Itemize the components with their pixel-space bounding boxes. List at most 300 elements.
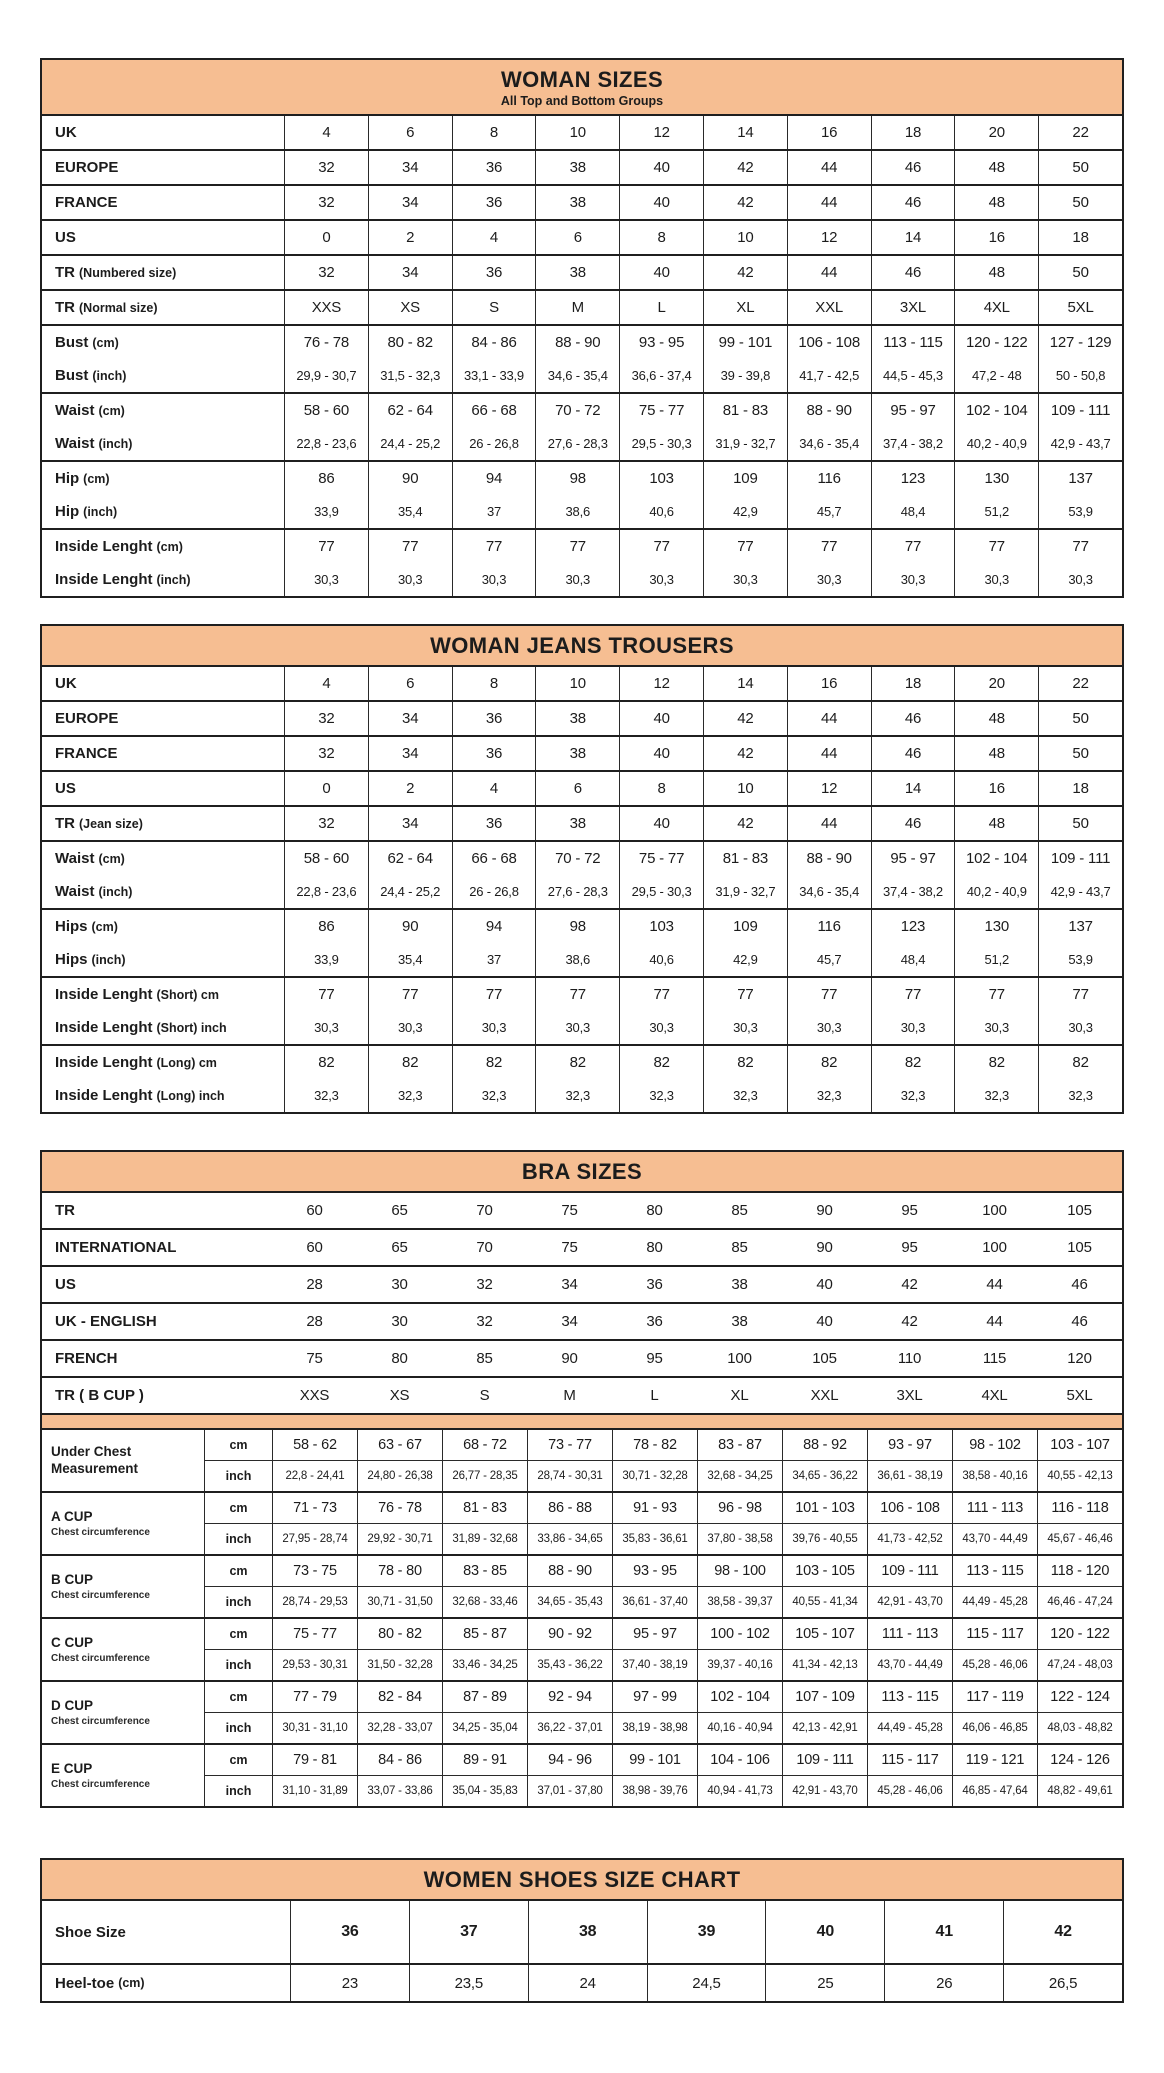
table-cell: 82: [821, 1054, 838, 1071]
table-column: [787, 256, 871, 289]
bra-sizes-header: [42, 1152, 1122, 1193]
table-cell: 35,43 - 36,22: [527, 1650, 612, 1680]
table-cell: 32: [318, 815, 335, 832]
table-cell: 116: [817, 918, 841, 935]
table-row-group: [42, 1339, 1122, 1376]
table-column: [535, 737, 619, 770]
row-label: [42, 667, 284, 700]
table-cell: 44: [821, 194, 838, 211]
row-label: [42, 1230, 272, 1265]
women-shoes-header: [42, 1860, 1122, 1901]
table-column: [1038, 737, 1122, 770]
table-column: [952, 1193, 1037, 1228]
table-cell: 48: [988, 710, 1005, 727]
table-column: [535, 151, 619, 184]
table-cell: 40: [816, 1923, 835, 1940]
table-cell: 34: [402, 159, 419, 176]
table-cell: 90: [816, 1202, 833, 1219]
table-column: [368, 256, 452, 289]
table-column: [272, 1378, 357, 1413]
table-cell: 48: [988, 264, 1005, 281]
table-column: [703, 772, 787, 805]
table-row-group: [42, 1302, 1122, 1339]
table-column: [782, 1267, 867, 1302]
table-cell: 105: [1067, 1239, 1092, 1256]
table-column: [368, 1046, 452, 1112]
table-cell: 80 - 82: [387, 334, 433, 351]
table-cell: 85: [731, 1239, 748, 1256]
cup-name: D CUP: [51, 1698, 94, 1714]
table-cell: 102 - 104: [965, 850, 1028, 867]
table-cell: 34: [561, 1313, 578, 1330]
table-column: [272, 1304, 357, 1339]
table-column: [703, 394, 787, 460]
table-cell: 18: [1072, 229, 1089, 246]
table-cell: 113 - 115: [883, 334, 943, 351]
table-cell: 77: [402, 538, 419, 555]
table-column: [703, 326, 787, 392]
table-cell: 30,31 - 31,10: [272, 1713, 357, 1743]
table-cell: 118 - 120: [1037, 1556, 1122, 1586]
table-cell: 77: [485, 986, 503, 1003]
table-column: [284, 394, 368, 460]
table-cell: 90 - 92: [527, 1619, 612, 1649]
table-cell: 12: [821, 780, 838, 797]
table-column: [1038, 151, 1122, 184]
table-cell: 30,3: [649, 1020, 674, 1035]
table-column: [782, 1341, 867, 1376]
table-cell: 30,3: [649, 572, 674, 587]
table-cell: 109 - 111: [867, 1556, 952, 1586]
table-column: [452, 702, 536, 735]
table-cell: 38: [731, 1313, 748, 1330]
bra-sizes-table: [40, 1150, 1124, 1808]
table-column: [697, 1267, 782, 1302]
unit-label: inch: [204, 1776, 272, 1806]
table-column: [535, 394, 619, 460]
cup-measurements: [204, 1682, 1122, 1743]
table-column: [703, 978, 787, 1044]
table-cell: 95: [901, 1239, 918, 1256]
table-cell: S: [479, 1387, 490, 1404]
women-shoes-body: [42, 1901, 1122, 2001]
table-cell: 10: [737, 780, 754, 797]
table-column: [787, 702, 871, 735]
table-column: [954, 978, 1038, 1044]
woman-jeans-body: [42, 667, 1122, 1112]
table-cell: 4: [489, 780, 499, 797]
table-column: [452, 151, 536, 184]
table-cell: 30,3: [397, 1020, 423, 1035]
table-cell: XS: [389, 1387, 410, 1404]
table-column: [442, 1341, 527, 1376]
table-column: [871, 737, 955, 770]
row-label-text: Bust (inch): [55, 367, 127, 384]
table-cell: 44: [821, 264, 838, 281]
table-cell: 82: [318, 1054, 335, 1071]
table-cell: 4: [322, 675, 331, 692]
table-cell: 113 - 115: [952, 1556, 1037, 1586]
table-cell: 0: [322, 229, 331, 246]
table-cell: 38,19 - 38,98: [612, 1713, 697, 1743]
row-label: [42, 1965, 290, 2001]
table-cell: 22,8 - 23,6: [296, 436, 357, 451]
row-label: [42, 772, 284, 805]
table-cell: 85: [476, 1350, 493, 1367]
cup-measurements: [204, 1745, 1122, 1806]
table-column: [884, 1901, 1003, 1963]
table-cell: 39: [697, 1923, 716, 1940]
table-cell: 38,6: [565, 504, 591, 519]
row-label-text: FRANCE: [55, 745, 118, 762]
table-cell: 4: [489, 229, 499, 246]
table-cell: 70 - 72: [555, 850, 601, 867]
table-column: [703, 116, 787, 149]
table-column: [954, 151, 1038, 184]
table-cell: 77: [821, 986, 838, 1003]
table-cell: 10: [569, 675, 586, 692]
table-cell: 24,5: [692, 1974, 721, 1992]
table-cell: 40: [816, 1313, 833, 1330]
table-column: [703, 291, 787, 324]
table-cell: 90: [561, 1350, 578, 1367]
table-column: [619, 1046, 703, 1112]
table-cell: 4: [322, 124, 331, 141]
table-cell: 30,71 - 32,28: [612, 1461, 697, 1491]
table-cell: 95 - 97: [890, 402, 936, 419]
table-column: [368, 702, 452, 735]
table-cell: 29,53 - 30,31: [272, 1650, 357, 1680]
table-column: [871, 978, 955, 1044]
table-cell: 37,4 - 38,2: [882, 436, 943, 451]
table-cell: 30,3: [816, 1020, 842, 1035]
table-row-group: [42, 1193, 1122, 1228]
table-cell: 137: [1068, 470, 1093, 487]
table-cell: 37,80 - 38,58: [697, 1524, 782, 1554]
unit-label: cm: [204, 1430, 272, 1460]
table-row-group: [42, 149, 1122, 184]
table-column: [787, 116, 871, 149]
table-cell: 32,3: [900, 1088, 926, 1103]
table-cell: 116 - 118: [1037, 1493, 1122, 1523]
cup-measurements: [204, 1556, 1122, 1617]
table-cell: 30,3: [733, 572, 758, 587]
table-column: [368, 186, 452, 219]
table-cell: 42: [737, 159, 754, 176]
table-cell: 120: [1067, 1350, 1092, 1367]
table-cell: 88 - 92: [782, 1430, 867, 1460]
table-cell: 104 - 106: [697, 1745, 782, 1775]
table-cell: 45,28 - 46,06: [867, 1776, 952, 1806]
table-cell: 5XL: [1066, 1387, 1093, 1404]
table-cell: 103: [649, 918, 674, 935]
table-cell: 38: [578, 1923, 597, 1940]
table-cell: 117 - 119: [952, 1682, 1037, 1712]
table-column: [619, 151, 703, 184]
table-column: [952, 1304, 1037, 1339]
table-cell: 45,28 - 46,06: [952, 1650, 1037, 1680]
table-cell: 83 - 85: [442, 1556, 527, 1586]
table-cell: 92 - 94: [527, 1682, 612, 1712]
table-column: [871, 394, 955, 460]
cup-name: B CUP: [51, 1572, 94, 1588]
table-column: [619, 221, 703, 254]
table-cell: 77: [1072, 986, 1089, 1003]
cup-label: [42, 1619, 204, 1680]
table-column: [284, 772, 368, 805]
table-column: [703, 737, 787, 770]
table-column: [284, 186, 368, 219]
table-cell: 44: [986, 1313, 1003, 1330]
table-cell: 42,9 - 43,7: [1050, 884, 1111, 899]
table-cell: 22,8 - 24,41: [272, 1461, 357, 1491]
table-row-group: [42, 528, 1122, 596]
table-cell: 35,83 - 36,61: [612, 1524, 697, 1554]
table-cell: 32,3: [565, 1088, 591, 1103]
table-cell: 42: [737, 745, 754, 762]
table-cell: 109 - 111: [1050, 402, 1111, 419]
table-column: [452, 772, 536, 805]
table-cell: 40,2 - 40,9: [966, 436, 1027, 451]
table-column: [535, 702, 619, 735]
table-column: [697, 1378, 782, 1413]
table-column: [697, 1193, 782, 1228]
row-label-text: EUROPE: [55, 159, 119, 176]
table-cell: 44,49 - 45,28: [867, 1713, 952, 1743]
cup-group: [42, 1680, 1122, 1743]
row-label-note: (cm): [92, 335, 119, 350]
unit-label: inch: [204, 1461, 272, 1491]
table-column: [703, 910, 787, 976]
row-label: [42, 256, 284, 289]
table-cell: 36,6 - 37,4: [631, 368, 692, 383]
table-column: [442, 1193, 527, 1228]
table-cell: 70: [476, 1202, 493, 1219]
table-cell: 46: [1071, 1276, 1088, 1293]
table-cell: 22: [1072, 124, 1089, 141]
table-column: [442, 1304, 527, 1339]
table-column: [871, 326, 955, 392]
row-label-text: TR: [55, 1202, 75, 1219]
table-column: [619, 116, 703, 149]
unit-label: cm: [204, 1619, 272, 1649]
table-cell: 27,6 - 28,3: [547, 884, 608, 899]
table-cell: 18: [1072, 780, 1089, 797]
table-column: [787, 1046, 871, 1112]
table-cell: 77: [988, 538, 1005, 555]
table-column: [1037, 1267, 1122, 1302]
table-column: [619, 667, 703, 700]
table-cell: 34: [402, 264, 419, 281]
table-column: [368, 910, 452, 976]
table-column: [452, 978, 536, 1044]
table-cell: 31,89 - 32,68: [442, 1524, 527, 1554]
table-cell: 40,6: [649, 504, 674, 519]
row-label-note: (Short) cm: [156, 987, 219, 1002]
table-cell: 30,3: [314, 572, 339, 587]
table-cell: 31,5 - 32,3: [380, 368, 441, 383]
cup-label: [42, 1430, 204, 1491]
table-column: [782, 1304, 867, 1339]
table-cell: 38,58 - 40,16: [952, 1461, 1037, 1491]
table-column: [871, 291, 955, 324]
table-cell: 58 - 60: [303, 402, 350, 419]
table-cell: 37,4 - 38,2: [882, 884, 943, 899]
table-column: [535, 462, 619, 528]
table-cell: 103: [649, 470, 674, 487]
table-cell: 40: [653, 159, 670, 176]
table-cell: 44: [821, 745, 838, 762]
table-cell: 82: [485, 1054, 503, 1071]
table-cell: 33,1 - 33,9: [464, 368, 524, 383]
table-cell: 46: [904, 159, 922, 176]
table-cell: 70 - 72: [555, 402, 601, 419]
table-cell: 24,80 - 26,38: [357, 1461, 442, 1491]
table-cell: 44: [821, 815, 838, 832]
table-cell: 82: [737, 1054, 754, 1071]
table-column: [535, 326, 619, 392]
table-cell: 62 - 64: [387, 850, 433, 867]
table-cell: 78 - 82: [612, 1430, 697, 1460]
table-cell: 38: [569, 159, 586, 176]
table-cell: M: [563, 1387, 576, 1404]
table-cell: 31,9 - 32,7: [715, 884, 776, 899]
table-cell: 93 - 95: [638, 334, 685, 351]
table-cell: 46,46 - 47,24: [1037, 1587, 1122, 1617]
table-column: [954, 737, 1038, 770]
table-column: [357, 1230, 442, 1265]
table-cell: 5XL: [1067, 299, 1094, 316]
table-cell: 43,70 - 44,49: [867, 1650, 952, 1680]
table-cell: 30,3: [481, 572, 507, 587]
cup-sublabel: Chest circumference: [51, 1715, 150, 1727]
table-cell: 2: [406, 780, 415, 797]
table-column: [871, 221, 955, 254]
table-column: [703, 256, 787, 289]
row-label-text: EUROPE: [55, 710, 119, 727]
table-cell: 40,6: [649, 952, 674, 967]
measurement-row: [204, 1493, 1122, 1523]
row-label-note: (Numbered size): [79, 265, 177, 280]
table-cell: 83 - 87: [697, 1430, 782, 1460]
table-cell: 130: [984, 918, 1009, 935]
table-cell: 81 - 83: [442, 1493, 527, 1523]
table-cell: 110: [897, 1350, 922, 1367]
bra-sizes-body: [42, 1193, 1122, 1806]
table-cell: 42: [901, 1276, 918, 1293]
table-cell: 48: [988, 194, 1005, 211]
table-cell: XXS: [299, 1387, 330, 1404]
table-cell: 66 - 68: [471, 402, 517, 419]
measurement-row: [204, 1430, 1122, 1460]
table-column: [765, 1901, 884, 1963]
table-cell: 46: [904, 815, 922, 832]
table-cell: 100: [982, 1239, 1007, 1256]
row-label-text: US: [55, 229, 76, 246]
table-cell: 32,3: [481, 1088, 507, 1103]
table-column: [452, 530, 536, 596]
row-label-text: Inside Lenght (Long) cm: [55, 1054, 217, 1071]
woman-sizes-body: [42, 116, 1122, 596]
table-cell: 98: [569, 470, 586, 487]
table-title: WOMAN JEANS TROUSERS: [430, 633, 734, 658]
row-label-note: (Short) inch: [156, 1020, 227, 1035]
table-column: [284, 842, 368, 908]
table-cell: 75 - 77: [638, 402, 685, 419]
row-label: [42, 151, 284, 184]
table-column: [284, 291, 368, 324]
table-column: [954, 530, 1038, 596]
table-row-group: [42, 667, 1122, 700]
table-cell: 103 - 107: [1037, 1430, 1122, 1460]
row-label-text: Waist (inch): [55, 435, 133, 452]
table-column: [612, 1230, 697, 1265]
row-label-note: (inch): [92, 368, 127, 383]
table-cell: 80 - 82: [357, 1619, 442, 1649]
table-cell: 98 - 102: [952, 1430, 1037, 1460]
table-cell: XXL: [810, 1387, 839, 1404]
table-cell: 30,3: [314, 1020, 339, 1035]
table-cell: 99 - 101: [612, 1745, 697, 1775]
table-cell: 79 - 81: [272, 1745, 357, 1775]
table-cell: 36: [485, 194, 503, 211]
table-cell: 44: [821, 710, 838, 727]
row-label-text: Bust (cm): [55, 334, 119, 351]
table-cell: 12: [653, 124, 670, 141]
table-column: [1038, 394, 1122, 460]
table-cell: 38: [569, 745, 586, 762]
table-cell: 32,3: [397, 1088, 423, 1103]
table-column: [1038, 530, 1122, 596]
table-column: [528, 1901, 647, 1963]
table-cell: 88 - 90: [806, 402, 852, 419]
table-cell: 94: [485, 918, 503, 935]
table-cell: 45,7: [816, 952, 842, 967]
table-column: [1038, 291, 1122, 324]
cup-group: [42, 1554, 1122, 1617]
table-column: [527, 1230, 612, 1265]
table-column: [612, 1193, 697, 1228]
table-column: [787, 186, 871, 219]
table-cell: 8: [657, 780, 666, 797]
table-cell: 48: [988, 745, 1005, 762]
divider-strip: [42, 1413, 1122, 1428]
table-column: [527, 1378, 612, 1413]
table-column: [368, 772, 452, 805]
table-column: [368, 151, 452, 184]
table-cell: 98 - 100: [697, 1556, 782, 1586]
table-column: [787, 326, 871, 392]
table-column: [409, 1901, 528, 1963]
table-cell: 43,70 - 44,49: [952, 1524, 1037, 1554]
table-cell: 81 - 83: [722, 850, 769, 867]
table-column: [787, 910, 871, 976]
table-column: [1038, 186, 1122, 219]
table-cell: 58 - 62: [272, 1430, 357, 1460]
table-column: [1037, 1304, 1122, 1339]
table-cell: 42: [737, 815, 754, 832]
table-column: [452, 737, 536, 770]
table-cell: 46,06 - 46,85: [952, 1713, 1037, 1743]
table-column: [1038, 702, 1122, 735]
table-row-group: [42, 735, 1122, 770]
table-column: [787, 530, 871, 596]
table-column: [782, 1230, 867, 1265]
table-cell: 36: [485, 159, 503, 176]
table-cell: 109: [733, 918, 758, 935]
measurement-row: [204, 1619, 1122, 1649]
table-column: [284, 462, 368, 528]
